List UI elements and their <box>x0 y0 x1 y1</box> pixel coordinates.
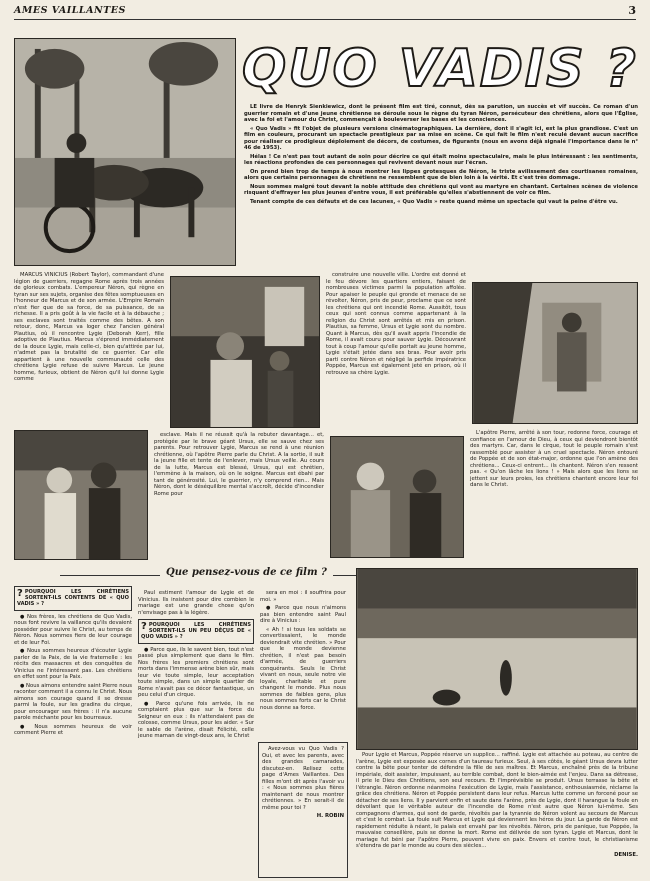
story-col3-text: L'apôtre Pierre, arrêté à son tour, redonne force, courage et confiance en l'amour de Dieu, à ceux qui deviendront bientôt des martyrs. Car, dans le cirque, tout le peuple romain s'est rassemblé pour assister à un cruel spectacle. Néron entouré de Poppée et de son état-major, ordonne que l'on amène des chrétiens... Ceux-ci entrent... ils chantent. Néron s'en ressent pas. « Qu'on lâche les lions ! » Mais alors que les lions se jettent sur leurs proies, les chrétiens chantent encore leur foi dans le Christ. <box>470 430 638 488</box>
quote-3: « Ah ! si tous les soldats se convertissaient, le monde deviendrait vite chrétien. » Pour que le monde devienne chrétien, il n'est pas besoin d'armée, de guerriers conquérants. Seuls le Christ vivant en nous, seule notre vie loyale, charitable et pure changent le monde. Plus nous sommes de faibles gens, plus nous sommes forts car le Christ nous donne sa force. <box>260 626 346 711</box>
q1-answer-1: ● Nos frères, les chrétiens de Quo Vadis, nous font revivre la vaillance qu'ils devaient posséder pour suivre le Christ, au temps de Néron. Nous sommes fiers de leur courage et de leur Foi. <box>14 614 132 647</box>
intro-p6: Tenant compte de ces défauts et de ces lacunes, « Quo Vadis » reste quand même un spectacle qui vaut la peine d'être vu. <box>250 198 618 205</box>
q2-answer-1: ● Parce que, ils le savent bien, tout n'est passé plus simplement que dans le film. Nos frères les premiers chrétiens sont morts dans l'immense arène bien sûr, mais leur vie toute simple, leur acceptation toute simple, dans un simple quartier de Rome n'avait pas ce décor fantastique, un peu celui d'un cirque. <box>138 647 254 699</box>
q2-answer-2: ● Parce qu'une fois arrivée, ils ne comptaient plus que sur la force du Seigneur en eux : ils n'attendaient pas de colosse, comme Ursus, pour les aider. « Sur le sable de l'arène, disait Félicité, celle jeune maman de vingt-deux ans, le Christ <box>138 701 254 740</box>
prison-photo-graphic <box>473 283 637 423</box>
section-title: Que pensez-vous de ce film ? <box>160 567 333 578</box>
q1-answer-2: ● Nous sommes heureux d'écouter Lygie parler de la Paix, de la vie fraternelle : les récits des massacres et des conquêtes de Vinicius ne l'intéressent pas. Les chrétiens en effet sont pour la Paix. <box>14 648 132 681</box>
article-title <box>240 36 640 100</box>
intro-p2: « Quo Vadis » fit l'objet de plusieurs versions cinématographiques. La dernière, dont il s'agit ici, est la plus grandiose. C'est un film en couleurs, procurant un spectacle prestigieux par sa mise en scène. Ce qui fait le film n'est reculé devant aucun sacrifice pour réaliser ce prodigieux déploiement de décors, de costumes, de figurants (nous en avons déjà signalé l'importance dans le n° 46 de 1953). <box>244 125 638 151</box>
opinion-column-1 <box>14 586 132 876</box>
chariot-photo-graphic <box>15 39 235 265</box>
story-col1b-text: esclave. Mais il ne réussit qu'à la rebuter davantage... et, protégée par le brave géant Ursus, elle se sauve chez ses parents. Pour retrouver Lygie, Marcus se rend à une réunion chrétienne, où l'apôtre Pierre parle du Christ. A la sortie, il suit la jeune fille et tente de l'enlever, mais Ursus veille. Au cours de la lutte, Marcus est blessé, Ursus, qui est chrétien, l'emmène à la maison, où on le soigne. Marcus est ébahi par tant de générosité. Lui, le guerrier, n'y comprend rien... Mais Néron, dont le déséquilibre mental s'accroît, décide d'incendier Rome pour <box>154 432 324 497</box>
question-2-text: POURQUOI LES CHRÉTIENS SORTENT-ILS UN PEU DÉÇUS DE « QUO VADIS » ? <box>141 622 251 641</box>
arena-photo-graphic <box>357 569 637 749</box>
q1-answer-4: ● Nous sommes heureux de voir comment Pierre et <box>14 724 132 737</box>
page-header <box>14 4 636 20</box>
story-final <box>356 752 638 876</box>
story-col2-text: construire une nouvelle ville. L'ordre est donné et le feu dévore les quartiers entiers, faisant de nombreuses victimes parmi la population affolée. Pour apaiser le peuple qui gronde et menace de se révolter, Néron, pris de peur, proclame que ce sont les chrétiens qui ont incendié Rome. Aussitôt, tous ceux qui sont connus comme appartenant à la religion du Christ sont arrêtés et mis en prison. Plautius, sa femme, Ursus et Lygie sont du nombre. Quant à Marcus, dès qu'il avait appris l'incendie de Rome, il avait couru pour sauver Lygie. Découvrant tout à coup l'amour qu'elle portait au jeune homme, Lygie s'était jetée dans ses bras. Pour avoir pris parti contre Néron et négligé la perfide impératrice Poppée, Marcus est également jeté en prison, où il retrouve sa chère Lygie. <box>326 272 466 376</box>
intro-text <box>244 104 638 276</box>
reader-letter-box <box>258 742 348 878</box>
story-column-3 <box>470 430 638 562</box>
letter-text: Avez-vous vu Quo Vadis ? Oui, et avec les parents, avec des grandes camarades, discutez-en. Relisez cette page d'Ames Vaillantes. Des filles m'ont dit après l'avoir vu : « Nous sommes plus fières maintenant de nous montrer chrétiennes. » En serait-il de même pour toi ? <box>262 746 344 811</box>
photo-nero <box>170 276 320 428</box>
intro-p5: Nous sommes malgré tout devant la noble attitude des chrétiens qui vont au martyre en chantant. Certaines scènes de violence risquant d'effrayer les plus jeunes d'entre vous, il est préférable qu'elles s'abstiennent de voir ce film. <box>244 183 638 196</box>
title-text: QUO VADIS ? <box>242 39 638 99</box>
intro-p4: On prend bien trop de temps à nous montrer les lippes grotesques de Néron, le triste avilissement des courtisanes romaines, alors que certains personnages de chrétiens ne ressemblent que de bien loin à la vérité. Et c'est très dommage. <box>244 168 638 181</box>
final-text: Pour Lygie et Marcus, Poppée réserve un supplice... raffiné. Lygie est attachée au poteau, au centre de l'arène, Lygie est exposée aux cornes d'un taureau furieux. Seul, à ses côtés, le géant Ursus devra lutter contre la bête pour tenter de défendre la fille de ses maîtres. Et Marcus, enchaîné près de la tribune impériale, doit assister, impuissant, au terrible combat, dont le bien-aimée est l'enjeu. Dans sa détresse, il prie le Dieu des Chrétiens, son seul recours. Et l'imprévisible se produit. Ursus terrasse la bête et l'étrangle. Néron ordonne néanmoins l'exécution de Lygie, mais l'assistance, enthousiasmée, réclame la grâce des chrétiens. Néron et Poppée persistent dans leur refus. Marcus lutte comme un forcené pour se détacher de ses liens. Il y parvient enfin et saute dans l'arène, près de Lygie, dont il harangue la foule en dévoilant que le véritable auteur de l'incendie de Rome n'est autre que Néron lui-même. Ses compagnons d'armes, qui sont de garde, révoltés par la tyrannie de Néron volent au secours de Marcus et c'est le combat. La foule suit Marcus et Lygie qui deviennent les héros du jour. La garde de Néron est rapidement réduite à néant, le palais est envahi par les révoltés. Néron, pris de panique, tue Poppée, la mauvaise conseillère, puis se donne la mort. Rome est délivrée de son tyran. Lygie et Marcus, dont le mariage fut béni par l'apôtre Pierre, peuvent vivre en paix. Envers et contre tout, le christianisme s'étendra de par le monde au cours des siècles... <box>356 752 638 849</box>
story-column-1b <box>154 432 324 562</box>
photo-prison <box>472 282 638 424</box>
quote-2: ● Parce que nous n'aimons pas bien entendre saint Paul dire à Vinicius : <box>260 605 346 625</box>
photo-lygie-marcus <box>14 430 148 560</box>
q1-answer-3: ● Nous aimons entendre saint Pierre nous raconter comment il a connu le Christ. Nous aimons son courage quand il se dresse parmi la foule, sur les gradins du cirque, pour encourager ses frères : il n'a aucune parole méchante pour les bourreaux. <box>14 683 132 722</box>
nero-photo-graphic <box>171 277 319 427</box>
q1-continued: Paul estiment l'amour de Lygie et de Vinicius. Ils insistent pour dire combien le mariage est une grande chose qu'on n'envisage pas à la légère. <box>138 590 254 616</box>
lygie-marcus-photo-graphic <box>15 431 147 559</box>
question-1-text: POURQUOI LES CHRÉTIENS SORTENT-ILS CONTENTS DE « QUO VADIS » ? <box>17 589 129 608</box>
opinion-column-2 <box>138 590 254 876</box>
story-col1-text: MARCUS VINICIUS (Robert Taylor), commandant d'une légion de guerriers, regagne Rome après trois années de glorieux combats. L'empereur Néron, qui règne en tyran sur ses sujets, organise des fêtes somptueuses en l'honneur de Marcus et de son armée. L'Empire Romain n'est fier que de sa force, de sa puissance, de sa richesse. Il a pris goût à la vie facile et à la débauche ; ses esclaves sont traités comme des bêtes. A son retour, donc, Marcus va loger chez l'ancien général Plautius, où il rencontre Lygie (Deborah Kerr), fille adoptive de Plautius. Marcus s'éprend immédiatement de la douce Lygie, mais celle-ci, bien qu'attirée par lui, n'admet pas la brutalité de ce guerrier. Car elle appartient à une nouvelle communauté celle des chrétiens Lygie refuse de suivre Marcus. Le jeune homme, furieux, obtient de Néron qu'il lui donne Lygie comme <box>14 272 164 382</box>
story-column-2 <box>326 272 466 430</box>
photo-arena <box>356 568 638 750</box>
photo-pierre <box>330 436 464 558</box>
story-column-1 <box>14 272 164 424</box>
question-1-box: ? POURQUOI LES CHRÉTIENS SORTENT-ILS CONTENTS DE « QUO VADIS » ? <box>14 586 132 611</box>
title-graphic <box>240 36 640 100</box>
quote-1: sera en moi : il souffrira pour moi. » <box>260 590 346 603</box>
final-signature: DENISE. <box>614 851 638 858</box>
letter-signature: H. ROBIN <box>316 813 344 819</box>
question-2-box: ? POURQUOI LES CHRÉTIENS SORTENT-ILS UN PEU DÉÇUS DE « QUO VADIS » ? <box>138 619 254 644</box>
magazine-name: AMES VAILLANTES <box>14 5 126 16</box>
intro-p1: LE livre de Henryk Sienkiewicz, dont le présent film est tiré, connut, dès sa parution, un succès et vif succès. Ce roman d'un guerrier romain et d'une jeune chrétienne se déroule sous le règne du tyran Néron, persécuteur des chrétiens, alors que l'Église, avec la foi et l'amour du Christ, commençait à bouleverser les bases et les consciences. <box>244 104 638 123</box>
intro-p3: Hélas ! Ce n'est pas tout autant de soin pour décrire ce qui était moins spectaculaire, mais le plus intéressant : les sentiments, les réactions profondes de ces personnages qui revivent devant nous sur l'écran. <box>244 153 638 166</box>
page-number: 3 <box>628 4 636 17</box>
photo-chariot <box>14 38 236 266</box>
pierre-photo-graphic <box>331 437 463 557</box>
opinion-column-3 <box>260 590 346 740</box>
